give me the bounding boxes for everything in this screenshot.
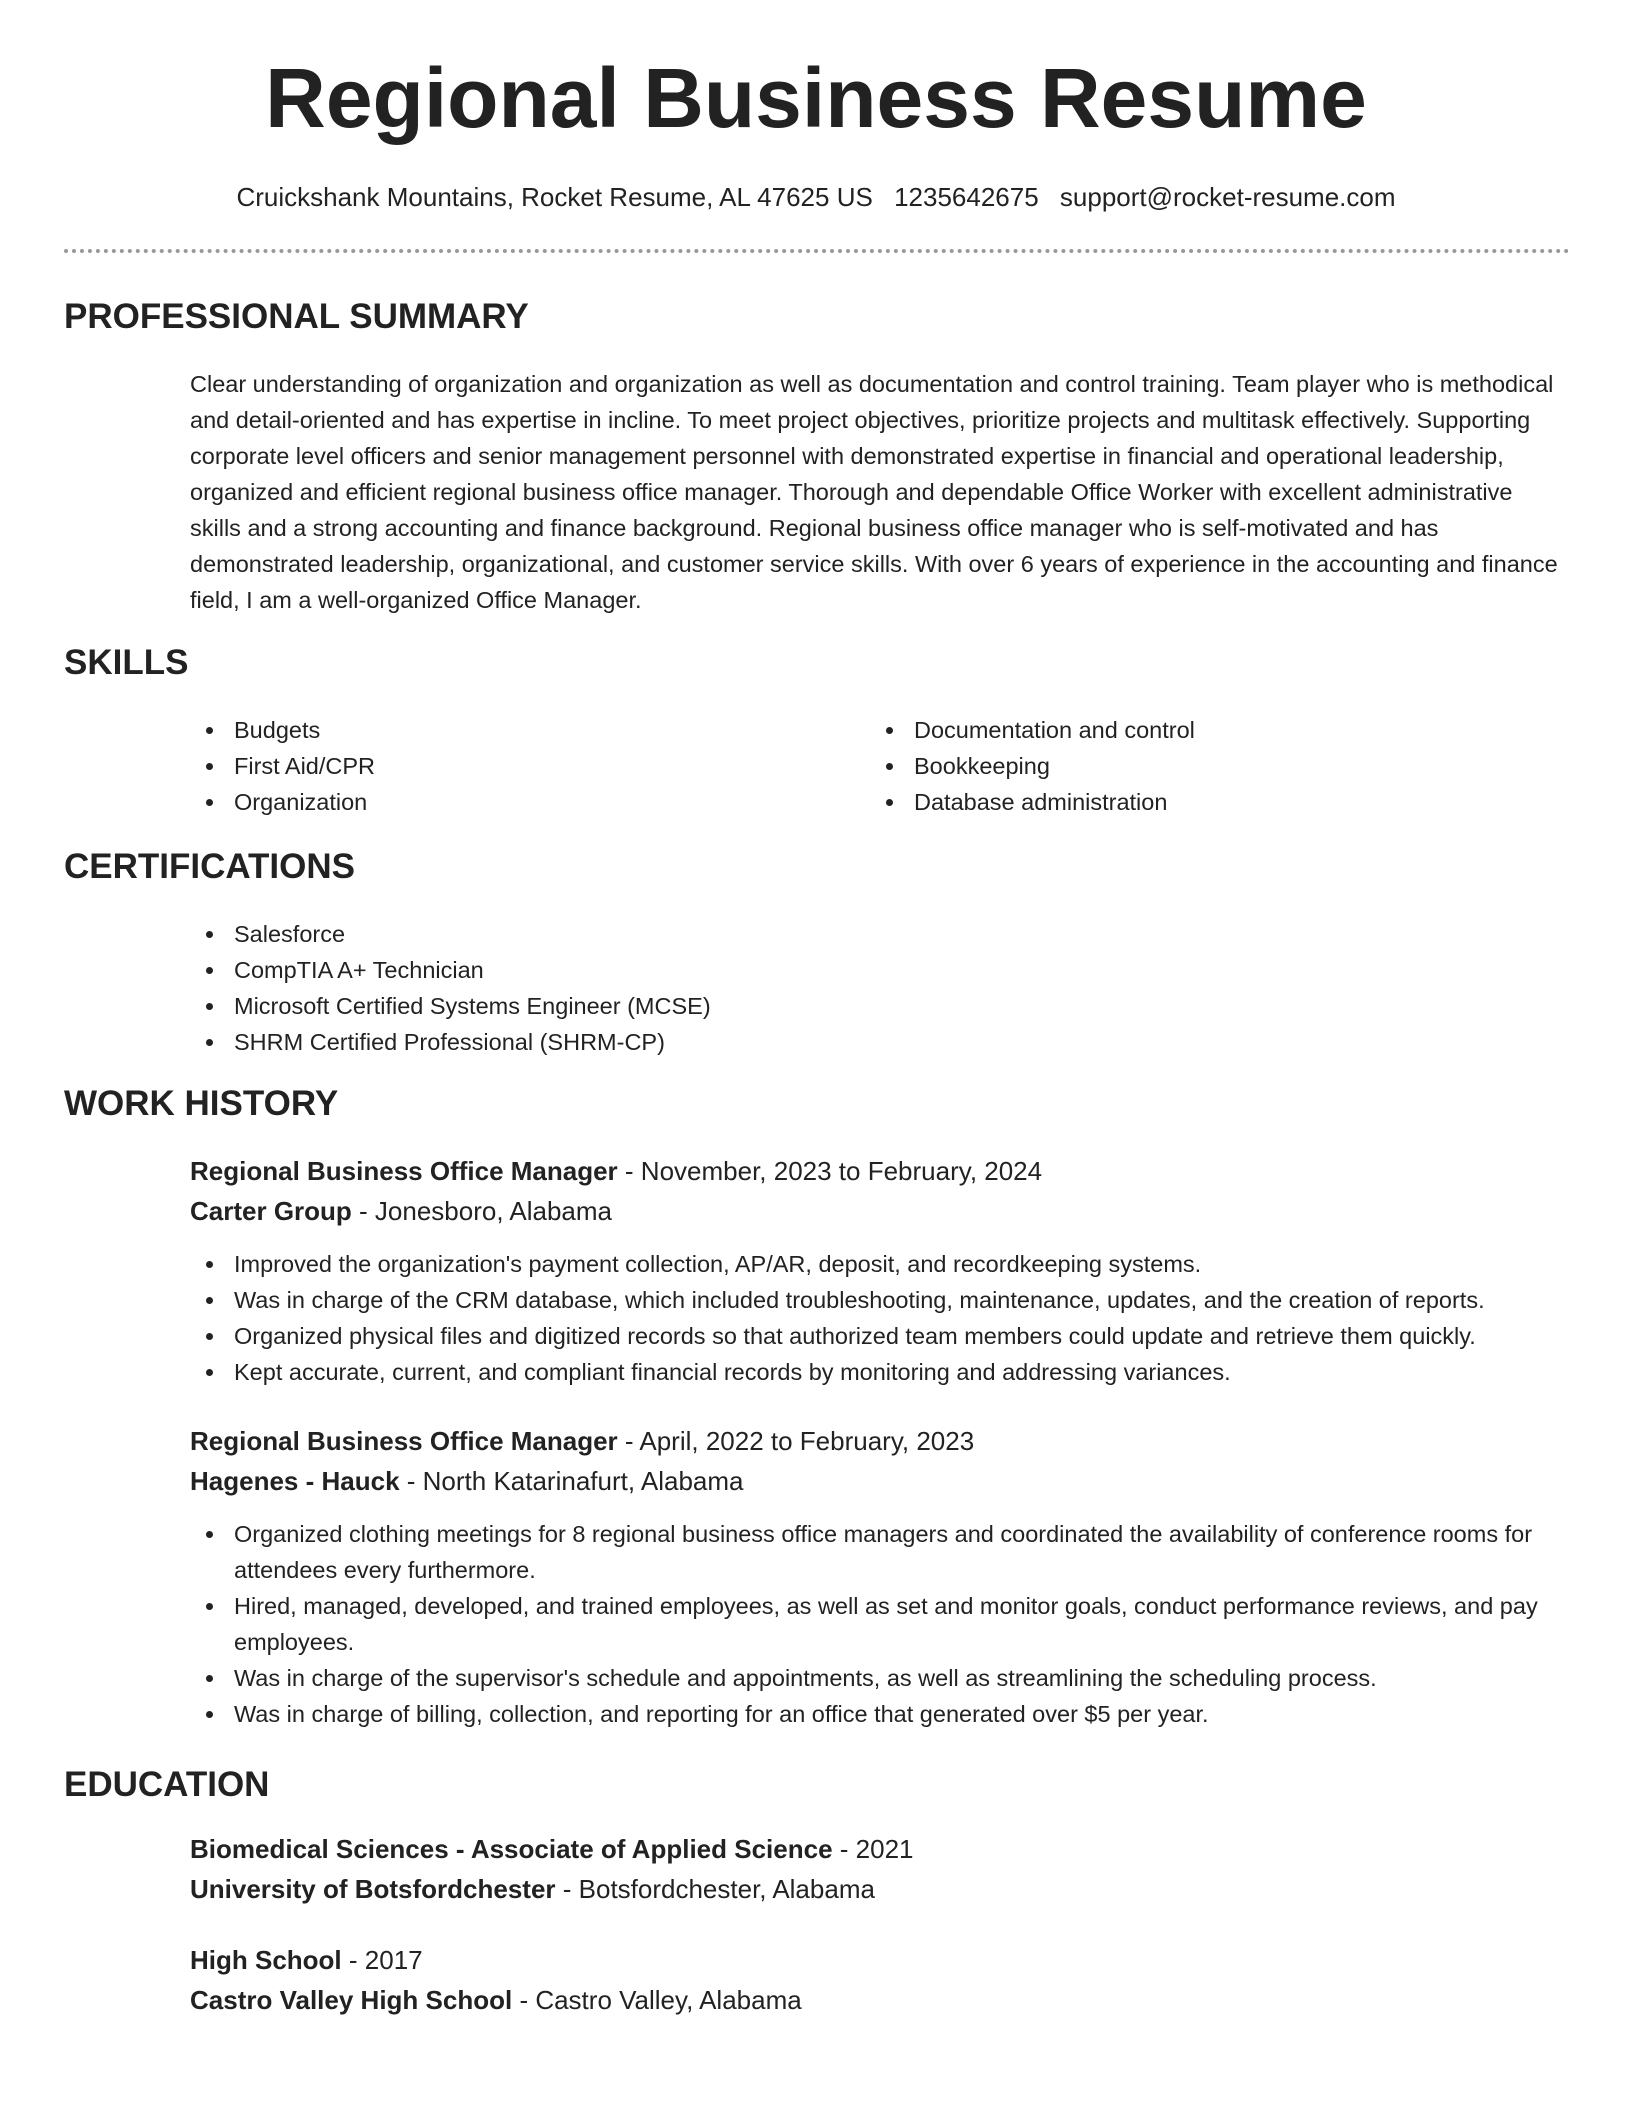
job-bullet: Was in charge of the CRM database, which included troubleshooting, maintenance, updates, and the creation of reports. (190, 1282, 1580, 1318)
education-school: Castro Valley High School (190, 1985, 513, 2015)
job-title-line (190, 1425, 974, 1457)
header-divider (64, 249, 1570, 253)
job-bullet: Organized physical files and digitized records so that authorized team members could update and retrieve them quickly. (190, 1318, 1580, 1354)
education-school-line (190, 1984, 802, 2016)
skill-item: Organization (190, 784, 810, 820)
education-degree-line (190, 1833, 914, 1865)
education-location: - Botsfordchester, Alabama (562, 1874, 875, 1904)
job-title: Regional Business Office Manager (190, 1156, 618, 1186)
job-company: Carter Group (190, 1196, 352, 1226)
education-school-line (190, 1873, 875, 1905)
education-degree: High School (190, 1945, 342, 1975)
contact-phone: 1235642675 (894, 182, 1039, 212)
skill-item: First Aid/CPR (190, 748, 810, 784)
education-year: - 2021 (839, 1834, 914, 1864)
job-title-line (190, 1155, 1042, 1187)
education-degree: Biomedical Sciences - Associate of Applied Science (190, 1834, 833, 1864)
contact-email: support@rocket-resume.com (1059, 182, 1396, 212)
summary-heading: PROFESSIONAL SUMMARY (64, 297, 529, 336)
job-bullet: Was in charge of billing, collection, and reporting for an office that generated over $5 per year. (190, 1696, 1580, 1732)
education-year: - 2017 (348, 1945, 423, 1975)
certifications-list (190, 916, 1390, 1060)
skills-list-column-2 (870, 712, 1550, 820)
education-degree-line (190, 1944, 423, 1976)
skill-item: Bookkeeping (870, 748, 1550, 784)
job-bullet: Organized clothing meetings for 8 regional business office managers and coordinated the availability of conference rooms for attendees every furthermore. (190, 1516, 1580, 1588)
skill-item: Documentation and control (870, 712, 1550, 748)
skills-heading: SKILLS (64, 643, 189, 682)
job-location: - North Katarinafurt, Alabama (406, 1466, 744, 1496)
job-dates: - November, 2023 to February, 2024 (624, 1156, 1043, 1186)
education-location: - Castro Valley, Alabama (519, 1985, 802, 2015)
resume-title: Regional Business Resume (265, 51, 1367, 145)
skill-item: Database administration (870, 784, 1550, 820)
certifications-heading: CERTIFICATIONS (64, 847, 356, 886)
certification-item: Salesforce (190, 916, 1390, 952)
job-bullet: Kept accurate, current, and compliant financial records by monitoring and addressing variances. (190, 1354, 1580, 1390)
job-location: - Jonesboro, Alabama (359, 1196, 612, 1226)
job-bullets (190, 1246, 1580, 1390)
education-school: University of Botsfordchester (190, 1874, 556, 1904)
job-bullets (190, 1516, 1580, 1732)
contact-address: Cruickshank Mountains, Rocket Resume, AL 47625 US (236, 182, 873, 212)
education-heading: EDUCATION (64, 1765, 270, 1804)
summary-text: Clear understanding of organization and organization as well as documentation and control training. Team player who is methodical and detail-oriented and has expertise in incline. To meet project objectives, prioritize projects and multitask effectively. Supporting corporate level officers and senior management personnel with demonstrated expertise in financial and operational leadership, organized and efficient regional business office manager. Thorough and dependable Office Worker with excellent administrative skills and a strong accounting and finance background. Regional business office manager who is self-motivated and has demonstrated leadership, organizational, and customer service skills. With over 6 years of experience in the accounting and finance field, I am a well-organized Office Manager. (190, 371, 1558, 613)
job-company-line (190, 1195, 612, 1227)
skill-item: Budgets (190, 712, 810, 748)
work-history-heading: WORK HISTORY (64, 1084, 339, 1123)
job-title: Regional Business Office Manager (190, 1426, 618, 1456)
job-bullet: Was in charge of the supervisor's schedule and appointments, as well as streamlining the scheduling process. (190, 1660, 1580, 1696)
skills-list-column-1 (190, 712, 810, 820)
job-bullet: Improved the organization's payment collection, AP/AR, deposit, and recordkeeping systems. (190, 1246, 1580, 1282)
certification-item: Microsoft Certified Systems Engineer (MCSE) (190, 988, 1390, 1024)
contact-line (0, 182, 1632, 213)
job-company-line (190, 1465, 743, 1497)
job-dates: - April, 2022 to February, 2023 (624, 1426, 975, 1456)
job-company: Hagenes - Hauck (190, 1466, 400, 1496)
certification-item: CompTIA A+ Technician (190, 952, 1390, 988)
job-bullet: Hired, managed, developed, and trained employees, as well as set and monitor goals, conduct performance reviews, and pay employees. (190, 1588, 1580, 1660)
certification-item: SHRM Certified Professional (SHRM-CP) (190, 1024, 1390, 1060)
